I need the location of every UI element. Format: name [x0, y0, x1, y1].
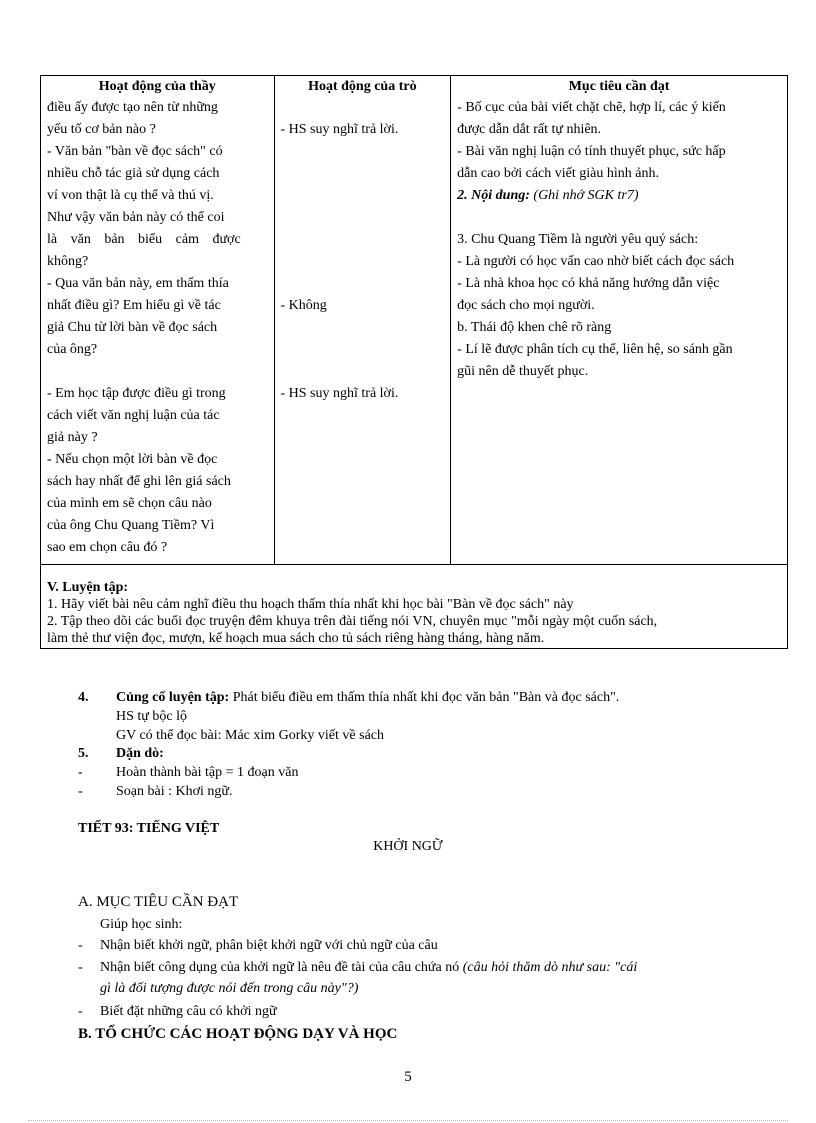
- student-line: - HS suy nghĩ trả lời.: [280, 386, 399, 401]
- teacher-line: [47, 361, 268, 383]
- teacher-activity-cell: [41, 97, 275, 565]
- header-teacher: Hoạt động của thầy: [41, 76, 275, 98]
- practice-item: làm thẻ thư viện đọc, mượn, kế hoạch mua sách cho tủ sách riêng hàng tháng, hàng năm.: [47, 631, 545, 646]
- content-note: (Ghi nhớ SGK tr7): [529, 188, 639, 203]
- goal-line: [457, 207, 781, 229]
- student-line: [281, 141, 445, 163]
- consolidate-text: Phát biểu điều em thấm thía nhất khi đọc văn bản "Bàn và đọc sách".: [229, 690, 620, 705]
- goal-line: đọc sách cho mọi người.: [457, 298, 595, 313]
- teacher-line: là văn bản biểu cảm được: [47, 232, 241, 247]
- goal-dash: -: [78, 938, 83, 953]
- content-label: 2. Nội dung:: [457, 188, 530, 203]
- goal-dash: -: [78, 960, 83, 975]
- goal-text: Nhận biết công dụng của khởi ngữ là nêu đề tài của câu chứa nó: [100, 960, 460, 975]
- consolidate-label: Củng cố luyện tập:: [116, 690, 230, 705]
- teacher-line: giả này ?: [47, 430, 98, 445]
- goal-line: được dẫn dắt rất tự nhiên.: [457, 122, 602, 137]
- teacher-line: sao em chọn câu đó ?: [47, 540, 168, 555]
- student-line: [281, 317, 445, 339]
- student-line: [281, 339, 445, 361]
- homework-number: 5.: [78, 746, 89, 761]
- student-line: - HS suy nghĩ trả lời.: [280, 122, 399, 137]
- footer-divider: [28, 1120, 788, 1121]
- header-student: Hoạt động của trò: [274, 76, 451, 98]
- header-goals: Mục tiêu cần đạt: [451, 76, 788, 98]
- content-heading: [457, 185, 781, 207]
- student-line: [281, 163, 445, 185]
- consolidate-line3: GV có thể đọc bài: Mác xim Gorky viết về sách: [116, 728, 385, 743]
- teacher-line: điều ấy được tạo nên từ những: [47, 100, 218, 115]
- goal-line: b. Thái độ khen chê rõ ràng: [457, 320, 612, 335]
- student-line: [281, 361, 445, 383]
- page-number: 5: [404, 1069, 412, 1085]
- homework-dash: -: [78, 765, 83, 780]
- goal-item: [100, 960, 750, 976]
- teacher-line: nhất điều gì? Em hiểu gì về tác: [47, 298, 221, 313]
- consolidate-number: 4.: [78, 690, 89, 705]
- goal-line: - Là nhà khoa học có khả năng hướng dẫn việc: [457, 276, 720, 291]
- lesson-heading: TIẾT 93: TIẾNG VIỆT: [78, 821, 220, 836]
- student-activity-cell: [274, 97, 451, 565]
- goal-note: (câu hỏi thăm dò như sau: "cái: [462, 960, 638, 975]
- goal-line: - Bố cục của bài viết chặt chẽ, hợp lí, các ý kiến: [457, 100, 726, 115]
- teacher-line: - Em học tập được điều gì trong: [47, 386, 226, 401]
- student-line: [281, 273, 445, 295]
- teacher-line: nhiều chỗ tác giả sử dụng cách: [47, 166, 220, 181]
- lesson-table: [40, 75, 788, 649]
- practice-item: 1. Hãy viết bài nêu cảm nghĩ điều thu hoạch thấm thía nhất khi học bài "Bàn về đọc sách" này: [47, 597, 574, 612]
- homework-item: Soạn bài : Khơi ngữ.: [116, 784, 233, 799]
- teacher-line: yếu tố cơ bản nào ?: [47, 122, 156, 137]
- student-line: - Không: [280, 298, 327, 313]
- teacher-line: cách viết văn nghị luận của tác: [47, 408, 220, 423]
- student-line: [281, 185, 445, 207]
- teacher-line: Như vậy văn bản này có thể coi: [47, 210, 225, 225]
- teacher-line: - Qua văn bản này, em thấm thía: [47, 276, 229, 291]
- consolidate-line: [116, 690, 619, 706]
- teacher-line: - Nếu chọn một lời bàn về đọc: [47, 452, 218, 467]
- intro-text: Giúp học sinh:: [100, 917, 183, 932]
- student-line: [281, 207, 445, 229]
- homework-dash: -: [78, 784, 83, 799]
- teacher-line: không?: [47, 254, 89, 269]
- practice-title: V. Luyện tập:: [47, 580, 129, 595]
- goal-dash: -: [78, 1004, 83, 1019]
- goal-line: - Là người có học vấn cao nhờ biết cách đọc sách: [457, 254, 735, 269]
- goals-cell: [451, 97, 788, 565]
- practice-item: 2. Tập theo dõi các buổi đọc truyện đêm khuya trên đài tiếng nói VN, chuyên mục "mỗi ngày một cuốn sách,: [47, 614, 658, 629]
- lesson-title: KHỞI NGỮ: [373, 839, 443, 854]
- goal-line: - Bài văn nghị luận có tính thuyết phục, sức hấp: [457, 144, 726, 159]
- teacher-line: sách hay nhất để ghi lên giá sách: [47, 474, 231, 489]
- section-b-heading: B. TỔ CHỨC CÁC HOẠT ĐỘNG DẠY VÀ HỌC: [78, 1026, 398, 1042]
- homework-label: Dặn dò:: [116, 746, 164, 761]
- student-line: [281, 229, 445, 251]
- practice-section: [41, 565, 788, 649]
- goal-item: Biết đặt những câu có khởi ngữ: [100, 1004, 277, 1019]
- goal-line: dẫn cao bởi cách viết giàu hình ảnh.: [457, 166, 659, 181]
- student-line: [281, 251, 445, 273]
- goal-item: Nhận biết khởi ngữ, phân biệt khởi ngữ với chủ ngữ của câu: [100, 938, 438, 953]
- section-a-heading: A. MỤC TIÊU CẦN ĐẠT: [78, 894, 239, 910]
- goal-note-cont: gì là đối tượng được nói đến trong câu này"?): [100, 981, 359, 996]
- homework-item: Hoàn thành bài tập = 1 đoạn văn: [116, 765, 299, 780]
- goal-line: gũi nên dễ thuyết phục.: [457, 364, 589, 379]
- goal-line: - Lí lẽ được phân tích cụ thể, liên hệ, so sánh gần: [457, 342, 733, 357]
- teacher-line: ví von thật là cụ thể và thú vị.: [47, 188, 214, 203]
- teacher-line: - Văn bản "bàn về đọc sách" có: [47, 144, 223, 159]
- teacher-line: của mình em sẽ chọn câu nào: [47, 496, 212, 511]
- teacher-line: giả Chu từ lời bàn về đọc sách: [47, 320, 218, 335]
- teacher-line: của ông Chu Quang Tiềm? Vì: [47, 518, 215, 533]
- teacher-line: của ông?: [47, 342, 98, 357]
- student-line: [281, 97, 445, 119]
- consolidate-line2: HS tự bộc lộ: [116, 709, 187, 724]
- goal-line: 3. Chu Quang Tiềm là người yêu quý sách:: [457, 232, 699, 247]
